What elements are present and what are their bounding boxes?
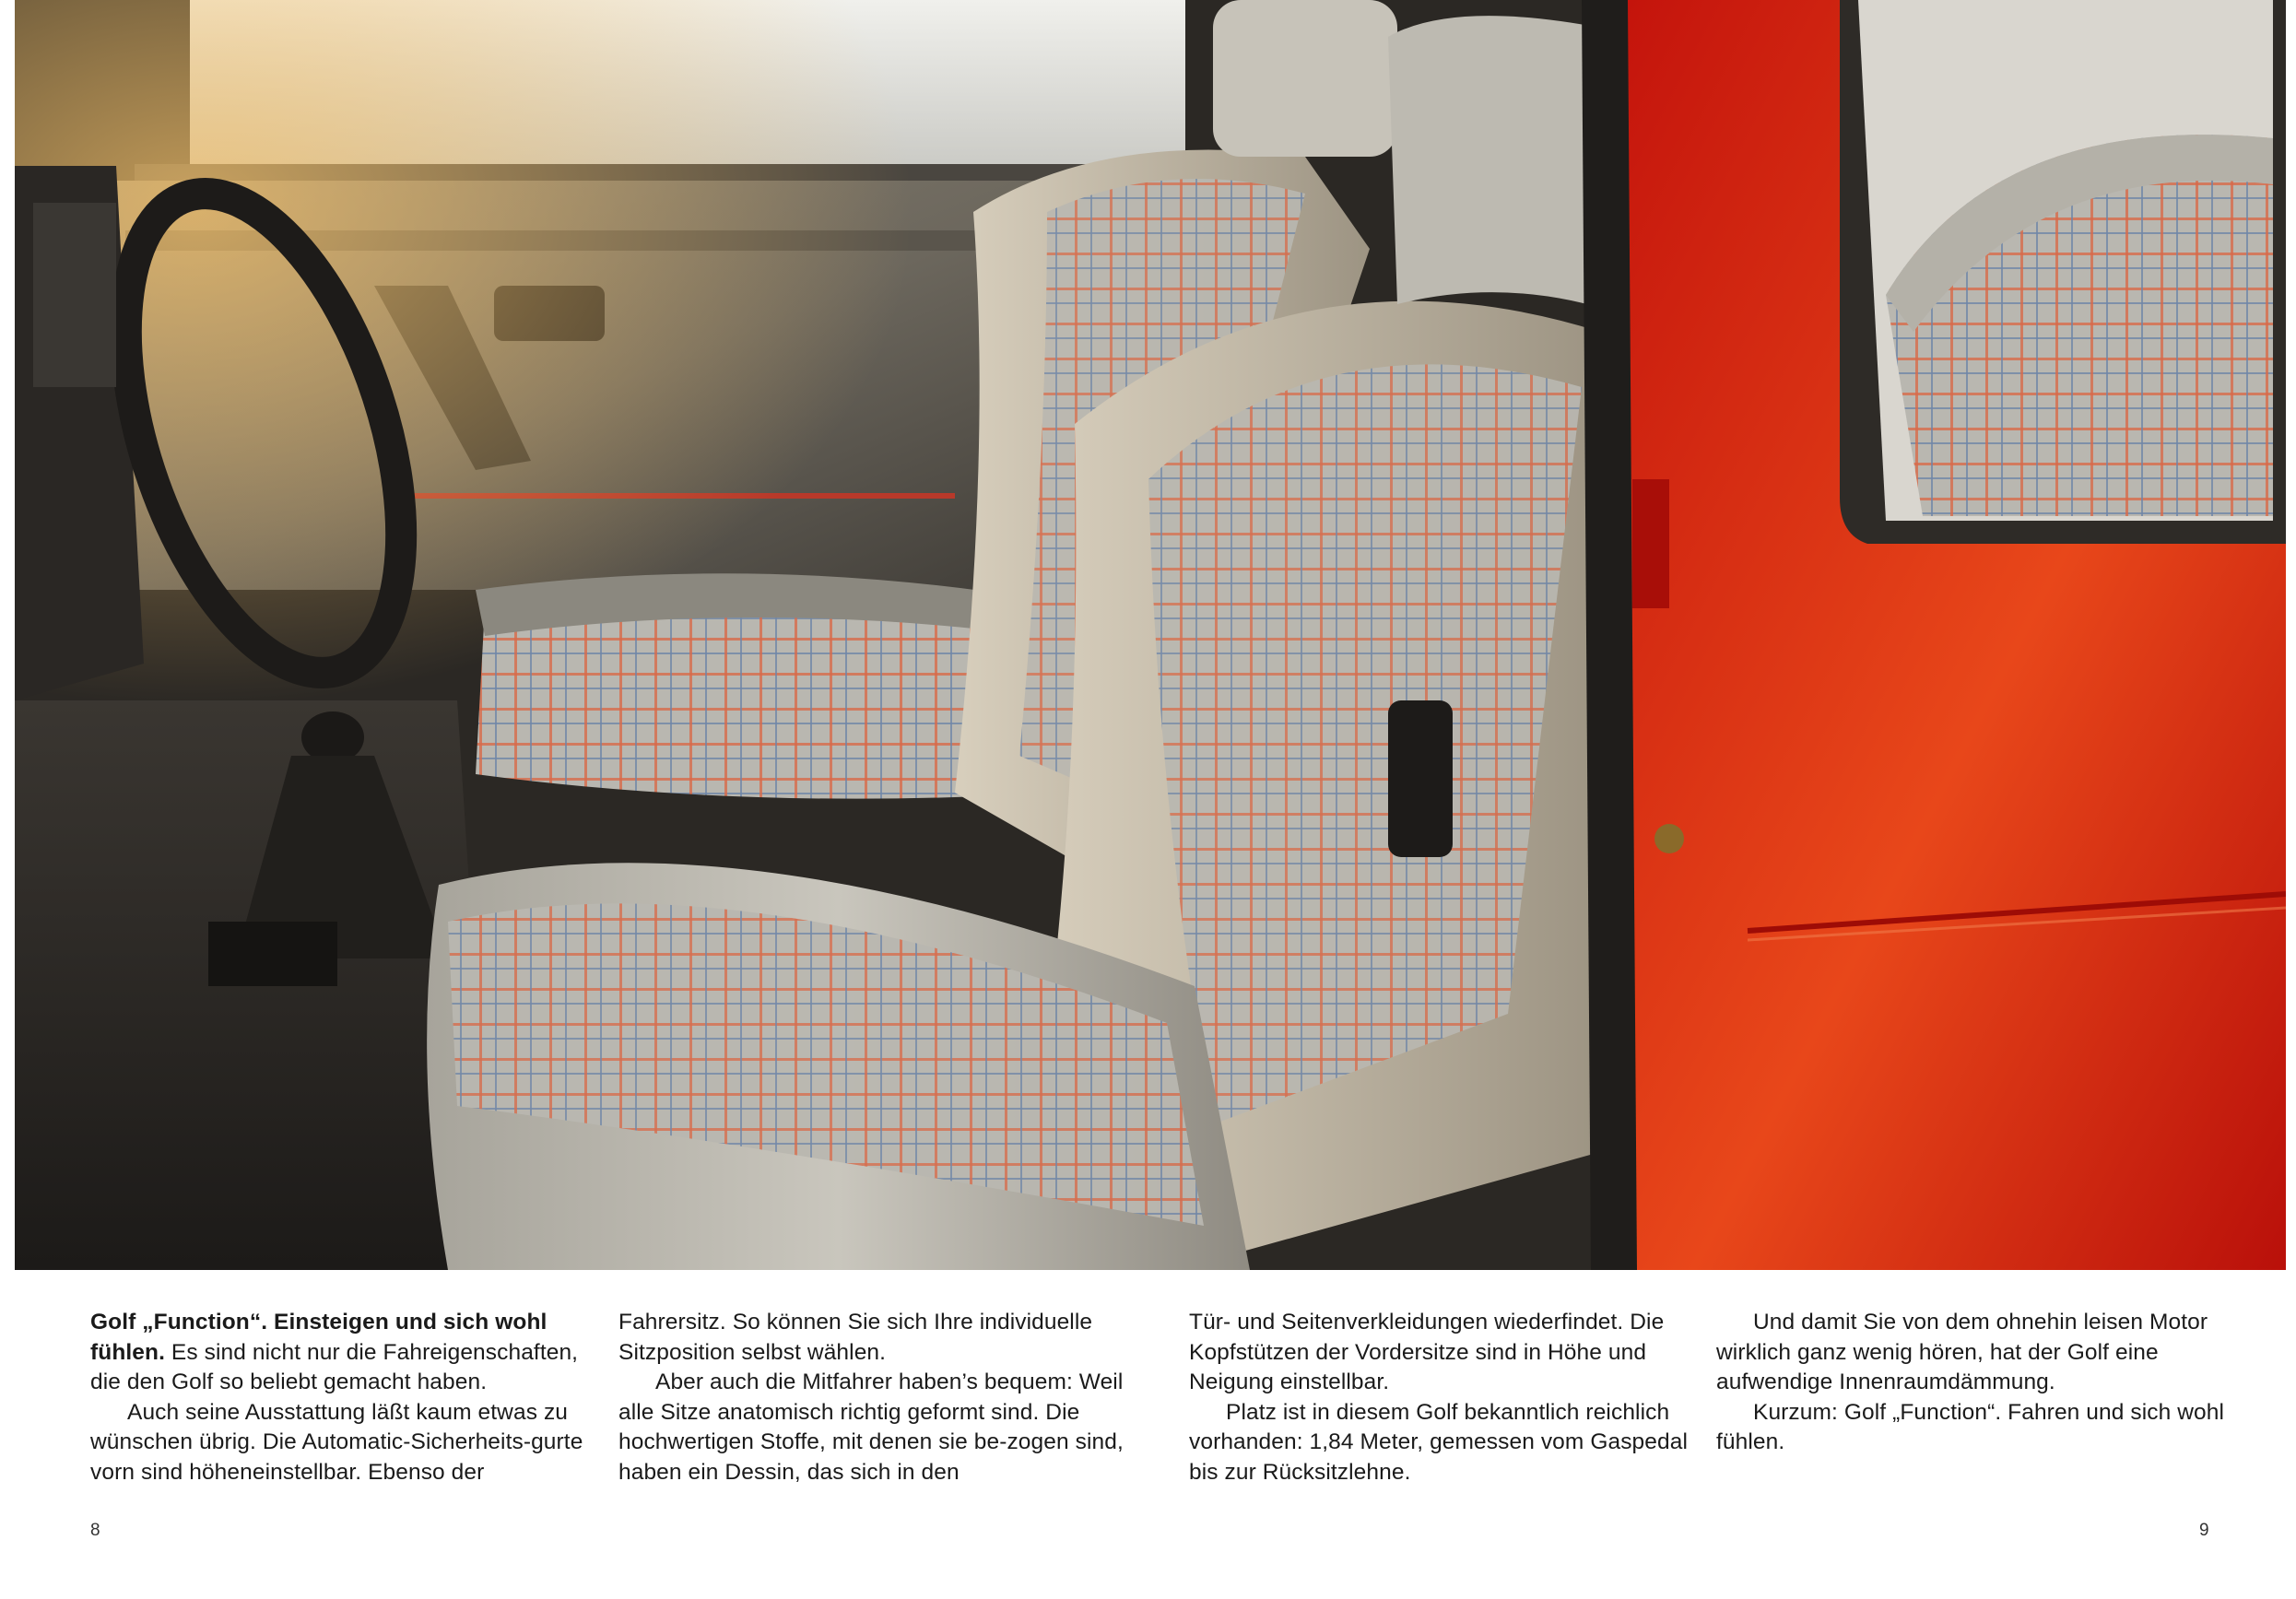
interior-photo: [15, 0, 2286, 1270]
column-2-text-2: Aber auch die Mitfahrer haben’s bequem: Weil alle Sitze anatomisch richtig geformt sind. Die hochwertigen Stoffe, mit denen sie be-zogen sind, haben ein Dessin, das sich in den: [618, 1370, 1124, 1485]
column-4-text-1: Und damit Sie von dem ohnehin leisen Motor wirklich ganz wenig hören, hat der Golf eine aufwendige Innenraumdämmung.: [1716, 1310, 2208, 1395]
column-4-text-2: Kurzum: Golf „Function“. Fahren und sich wohl fühlen.: [1716, 1399, 2225, 1455]
column-3-text-1: Tür- und Seitenverkleidungen wiederfindet. Die Kopfstützen der Vordersitze sind in Höhe und Neigung einstellbar.: [1189, 1310, 1665, 1395]
page-number-left: 8: [90, 1521, 100, 1540]
page-number-right: 9: [2199, 1521, 2209, 1540]
text-column-3: [1189, 1308, 1696, 1488]
text-column-2: [618, 1308, 1139, 1488]
column-1-text-1: Es sind nicht nur die Fahreigenschaften, die den Golf so beliebt gemacht haben.: [90, 1339, 579, 1395]
column-1-text-2: Auch seine Ausstattung läßt kaum etwas zu wünschen übrig. Die Automatic-Sicherheits-gurte vorn sind höheneinstellbar. Ebenso der: [90, 1399, 583, 1485]
text-column-4: [1716, 1308, 2232, 1458]
column-2-text-1: Fahrersitz. So können Sie sich Ihre individuelle Sitzposition selbst wählen.: [618, 1310, 1093, 1365]
article-heading: Golf „Function“. Einsteigen und sich wohl fühlen.: [90, 1310, 548, 1365]
column-1-paragraph-1: [90, 1308, 603, 1398]
text-column-1: [90, 1308, 603, 1488]
column-3-text-2: Platz ist in diesem Golf bekanntlich reichlich vorhanden: 1,84 Meter, gemessen vom Gaspedal bis zur Rücksitzlehne.: [1189, 1399, 1688, 1485]
